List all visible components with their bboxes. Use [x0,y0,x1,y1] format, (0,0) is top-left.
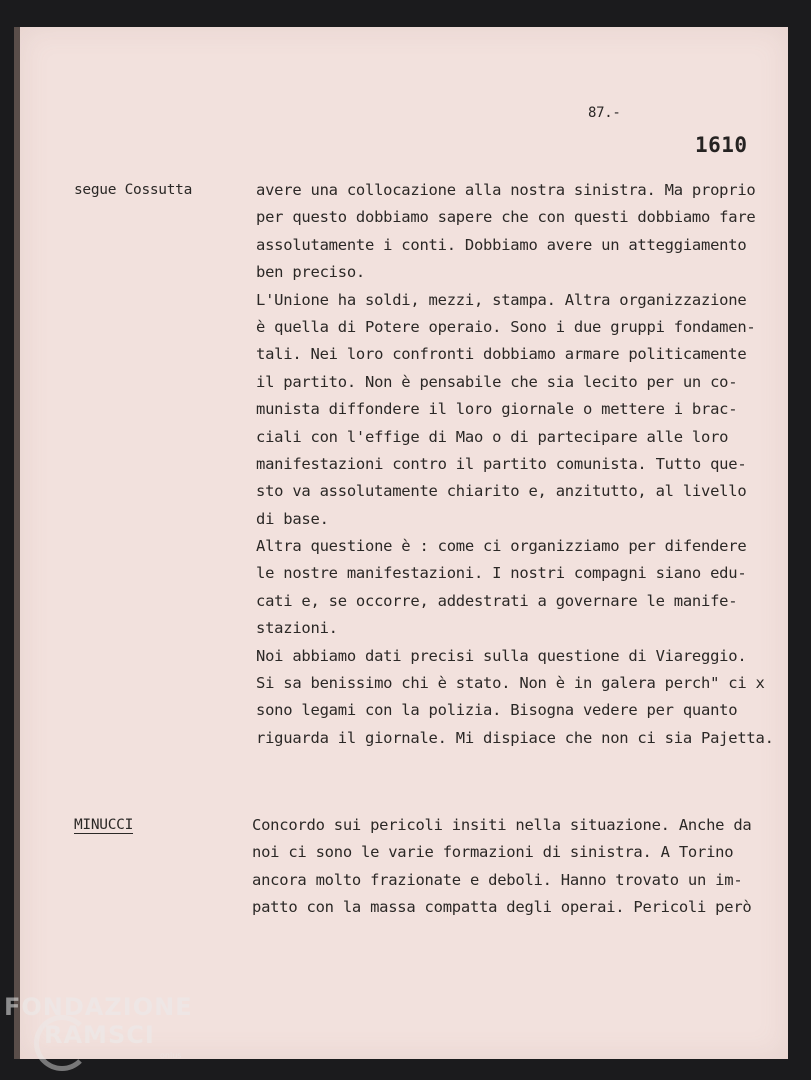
text-line: munista diffondere il loro giornale o mettere i brac- [256,400,738,419]
page-number: 87.- [588,105,621,121]
watermark-suffix: onlus [160,1051,182,1060]
text-line: Si sa benissimo chi è stato. Non è in galera perch" ci x [256,674,765,693]
fondazione-gramsci-watermark [4,993,204,1073]
text-line: L'Unione ha soldi, mezzi, stampa. Altra organizzazione [256,290,747,309]
text-line: Concordo sui pericoli insiti nella situazione. Anche da [252,816,752,834]
typewritten-page [20,27,788,1059]
text-line: il partito. Non è pensabile che sia lecito per un co- [256,372,738,391]
speaker-label-minucci: MINUCCI [74,817,134,833]
text-line: cati e, se occorre, addestrati a governare le manife- [256,591,738,610]
speaker-label-cossutta: segue Cossutta [74,182,193,198]
text-line: sto va assolutamente chiarito e, anzitutto, al livello [256,482,747,501]
text-line: stazioni. [256,619,338,638]
text-line: ben preciso. [256,263,365,282]
speech-block-cossutta [256,177,774,752]
text-line: Noi abbiamo dati precisi sulla questione di Viareggio. [256,646,747,665]
text-line: avere una collocazione alla nostra sinistra. Ma proprio [256,181,756,199]
text-line: le nostre manifestazioni. I nostri compagni siano edu- [256,564,747,583]
text-line: Altra questione è : come ci organizziamo per difendere [256,537,747,556]
text-line: è quella di Potere operaio. Sono i due gruppi fondamen- [256,317,756,336]
text-line: assolutamente i conti. Dobbiamo avere un atteggiamento [256,235,747,254]
text-line: ancora molto frazionate e deboli. Hanno trovato un im- [252,870,743,889]
text-line: tali. Nei loro confronti dobbiamo armare politicamente [256,345,747,364]
text-line: di base. [256,509,329,528]
text-line: patto con la massa compatta degli operai. Pericoli però [252,898,752,917]
text-line: noi ci sono le varie formazioni di sinistra. A Torino [252,843,734,862]
text-line: manifestazioni contro il partito comunista. Tutto que- [256,454,747,473]
archive-number-stamp: 1610 [695,133,748,157]
text-line: sono legami con la polizia. Bisogna vedere per quanto [256,701,738,720]
text-line: per questo dobbiamo sapere che con questi dobbiamo fare [256,208,756,227]
text-line: ciali con l'effige di Mao o di partecipare alle loro [256,427,729,446]
watermark-line1: FONDAZIONE [4,993,193,1021]
text-line: riguarda il giornale. Mi dispiace che non ci sia Pajetta. [256,728,774,747]
watermark-line2: RAMSCI [44,1021,155,1049]
speech-block-minucci [252,812,752,922]
